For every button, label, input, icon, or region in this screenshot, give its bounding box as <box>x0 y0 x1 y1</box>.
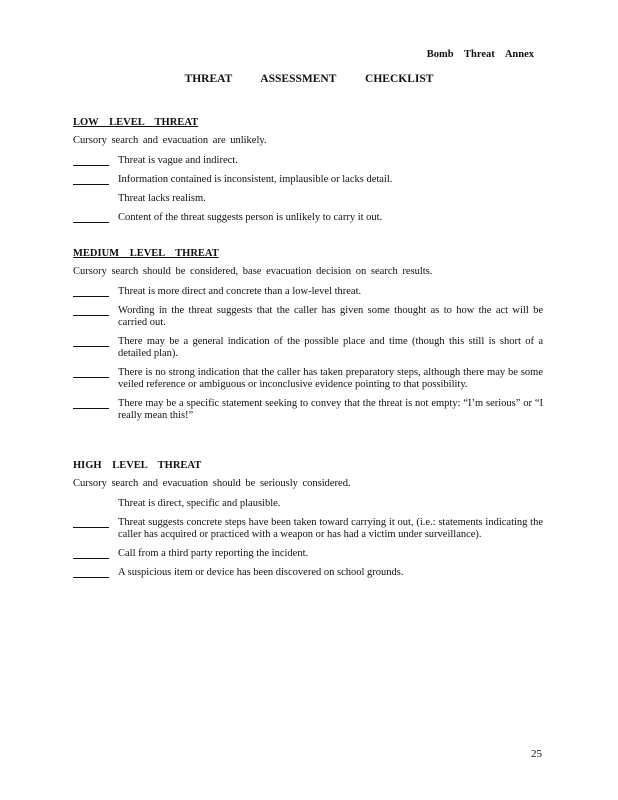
checklist-item <box>73 286 543 298</box>
checklist-item <box>73 193 543 205</box>
section-low-level <box>73 116 543 224</box>
item-text: Threat is direct, specific and plausible. <box>118 498 281 509</box>
checkbox-blank[interactable] <box>73 315 109 316</box>
item-text: There is no strong indication that the caller has taken preparatory steps, although there may be some veiled reference or ambiguous or inconclusive evidence pointing to that possibility. <box>118 367 543 390</box>
checkbox-blank[interactable] <box>73 408 109 409</box>
checkbox-blank[interactable] <box>73 527 109 528</box>
item-text: Call from a third party reporting the incident. <box>118 548 309 559</box>
item-text: Threat is vague and indirect. <box>118 155 238 166</box>
section-heading: LOW LEVEL THREAT <box>73 117 199 128</box>
item-text: There may be a general indication of the possible place and time (though this still is short of a detailed plan). <box>118 336 543 359</box>
checkbox-blank[interactable] <box>73 558 109 559</box>
section-medium-level <box>73 247 543 422</box>
section-heading: HIGH LEVEL THREAT <box>73 460 202 471</box>
section-subtitle: Cursory search should be considered, base evacuation decision on search results. <box>73 266 433 277</box>
item-text: A suspicious item or device has been discovered on school grounds. <box>118 567 404 578</box>
item-text: Content of the threat suggests person is unlikely to carry it out. <box>118 212 383 223</box>
page-title: THREAT ASSESSMENT CHECKLIST <box>184 73 434 85</box>
checkbox-blank[interactable] <box>73 346 109 347</box>
section-high-level <box>73 459 543 579</box>
checklist-item <box>73 305 543 329</box>
page-number: 25 <box>531 748 542 760</box>
checklist-item <box>73 174 543 186</box>
annex-header: Bomb Threat Annex <box>426 49 534 60</box>
checklist-item <box>73 367 543 391</box>
checkbox-blank[interactable] <box>73 577 109 578</box>
item-text: There may be a specific statement seeking to convey that the threat is not empty: “I’m serious” or “I really mean this!” <box>118 398 543 421</box>
checkbox-blank[interactable] <box>73 165 109 166</box>
checkbox-blank[interactable] <box>73 377 109 378</box>
item-text: Threat lacks realism. <box>118 193 206 204</box>
checklist-item <box>73 517 543 541</box>
item-text: Wording in the threat suggests that the caller has given some thought as to how the act will be carried out. <box>118 305 543 328</box>
checklist-item <box>73 398 543 422</box>
checklist-item <box>73 548 543 560</box>
section-subtitle: Cursory search and evacuation are unlikely. <box>73 135 267 146</box>
checkbox-blank[interactable] <box>73 184 109 185</box>
checklist-item <box>73 212 543 224</box>
checklist-item <box>73 567 543 579</box>
checklist-item <box>73 155 543 167</box>
checklist-item <box>73 336 543 360</box>
checkbox-blank[interactable] <box>73 222 109 223</box>
item-text: Threat is more direct and concrete than a low-level threat. <box>118 286 362 297</box>
item-text: Information contained is inconsistent, implausible or lacks detail. <box>118 174 393 185</box>
checklist-item <box>73 498 543 510</box>
section-heading: MEDIUM LEVEL THREAT <box>73 248 219 259</box>
item-text: Threat suggests concrete steps have been taken toward carrying it out, (i.e.: statements indicating the caller has acquired or practiced with a weapon or has had a victim under surveillance). <box>118 517 543 540</box>
section-subtitle: Cursory search and evacuation should be seriously considered. <box>73 478 351 489</box>
checkbox-blank[interactable] <box>73 296 109 297</box>
